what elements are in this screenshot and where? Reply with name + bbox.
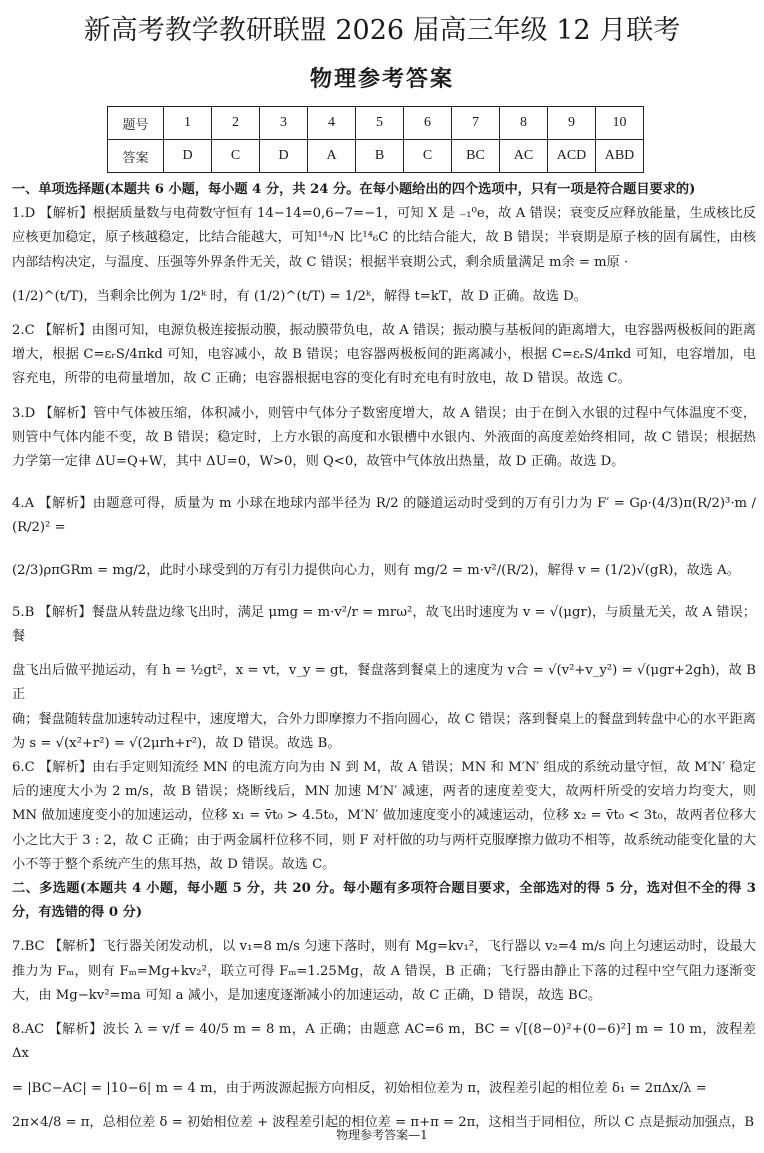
table-cell: 9	[548, 107, 596, 140]
table-cell: D	[164, 140, 212, 173]
solution-q4: 4.A 【解析】由题意可得，质量为 m 小球在地球内部半径为 R/2 的隧道运动时受到的万有引力为 F′ = Gρ·(4/3)π(R/2)³·m / (R/2)² =	[12, 496, 756, 536]
section-heading-single-choice: 一、单项选择题(本题共 6 小题，每小题 4 分，共 24 分。在每小题给出的四个选项中，只有一项是符合题目要求的)	[12, 182, 696, 197]
table-cell: 5	[356, 107, 404, 140]
table-cell: BC	[452, 140, 500, 173]
solution-q6: 6.C 【解析】由右手定则知流经 MN 的电流方向为由 N 到 M，故 A 错误；MN 和 M′N′ 组成的系统动量守恒，故 M′N′ 稳定后的速度大小为 2 m/s，故 B 错误；烧断线后，MN 加速 M′N′ 减速，两者的速度差变大，故两杆所受的安培力均变大，则 MN 做加速度变小的加速运动，位移 x₁ = v̄t₀ > 4.5t₀，M′N′ 做加速度变小的减速运动，位移 x₂ = v̄t₀ < 3t₀，故两者位移大小之比大于 3 : 2，故 C 正确；由于两金属杆位移不同，则 F 对杆做的功与两杆克服摩擦力做功不相等，故系统动能变化量的大小不等于整个系统产生的焦耳热，故 D 错误。故选 C。	[12, 760, 756, 872]
table-cell: 7	[452, 107, 500, 140]
solution-q4-formula: (2/3)ρπGRm = mg/2，此时小球受到的万有引力提供向心力，则有 mg/2 = m·v²/(R/2)，解得 v = (1/2)√(gR)，故选 A。	[12, 562, 740, 578]
solution-q1: 1.D 【解析】根据质量数与电荷数守恒有 14−14=0,6−7=−1，可知 X 是 ₋₁⁰e，故 A 错误；衰变反应释放能量，生成核比反应核更加稳定，原子核越稳定，比结合能越大，可知¹⁴₇N 比¹⁴₆C 的比结合能大，故 B 错误；半衰期是原子核的固有属性，由核内部结构决定，与温度、压强等外界条件无关，故 C 错误；根据半衰期公式，剩余质量满足 m余 = m原 ·	[12, 206, 756, 270]
table-cell: ACD	[548, 140, 596, 173]
table-cell: 2	[212, 107, 260, 140]
solution-q7: 7.BC 【解析】飞行器关闭发动机，以 v₁=8 m/s 匀速下落时，则有 Mg=kv₁²，飞行器以 v₂=4 m/s 向上匀速运动时，设最大推力为 Fₘ，则有 Fₘ=Mg+kv₂²，联立可得 Fₘ=1.25Mg，故 A 错误，B 正确；飞行器由静止下落的过程中空气阻力逐渐变大，由 Mg−kv²=ma 可知 a 减小，是加速度逐渐减小的加速运动，故 C 正确，D 错误，故选 BC。	[12, 939, 756, 1003]
solution-q8-formula: = |BC−AC| = |10−6| m = 4 m，由于两波源起振方向相反，初始相位差为 π，波程差引起的相位差 δ₁ = 2πΔx/λ =	[12, 1080, 707, 1096]
solution-q3: 3.D 【解析】管中气体被压缩，体积减小，则管中气体分子数密度增大，故 A 错误；由于在倒入水银的过程中气体温度不变，则管中气体内能不变，故 B 错误；稳定时，上方水银的高度和水银槽中水银内、外液面的高度差始终相同，故 C 错误；根据热力学第一定律 ΔU=Q+W，其中 ΔU=0，W>0，则 Q<0，故管中气体放出热量，故 D 正确。故选 D。	[12, 405, 756, 470]
table-cell: C	[212, 140, 260, 173]
table-cell: 4	[308, 107, 356, 140]
table-cell: 10	[596, 107, 644, 140]
table-cell: 1	[164, 107, 212, 140]
solution-q5-formula: 盘飞出后做平抛运动，有 h = ½gt²，x = vt，v_y = gt，餐盘落到餐桌上的速度为 v合 = √(v²+v_y²) = √(μgr+2gh)，故 B 正	[12, 663, 756, 703]
answer-table	[107, 106, 644, 173]
page-subtitle: 物理参考答案	[309, 67, 454, 92]
table-row-numbers	[108, 107, 644, 140]
table-cell: C	[404, 140, 452, 173]
solution-q8-end: 2π×4/8 = π，总相位差 δ = 初始相位差 + 波程差引起的相位差 = π+π = 2π，这相当于同相位，所以 C 点是振动加强点，B	[12, 1114, 755, 1130]
table-cell: 3	[260, 107, 308, 140]
solution-q5-end: 确；餐盘随转盘加速转动过程中，速度增大，合外力即摩擦力不指向圆心，故 C 错误；落到餐桌上的餐盘到转盘中心的水平距离为 s = √(x²+r²) = √(2μrh+r²)，故 D 错误。故选 B。	[12, 711, 756, 751]
table-cell: A	[308, 140, 356, 173]
table-cell: 6	[404, 107, 452, 140]
row-label-number: 题号	[108, 107, 164, 140]
table-row-answers	[108, 140, 644, 173]
solution-q1-formula: (1/2)^(t/T)，当剩余比例为 1/2ᵏ 时，有 (1/2)^(t/T) = 1/2ᵏ，解得 t=kT，故 D 正确。故选 D。	[12, 288, 587, 304]
table-cell: AC	[500, 140, 548, 173]
exam-title: 新高考教学教研联盟 2026 届高三年级 12 月联考	[83, 15, 681, 46]
table-cell: 8	[500, 107, 548, 140]
section-heading-multiple-choice: 二、多选题(本题共 4 小题，每小题 5 分，共 20 分。每小题有多项符合题目要求，全部选对的得 5 分，选对但不全的得 3 分，有选错的得 0 分)	[12, 881, 756, 921]
table-cell: D	[260, 140, 308, 173]
page-footer: 物理参考答案—1	[336, 1128, 428, 1142]
solution-q2: 2.C 【解析】由图可知，电源负极连接振动膜，振动膜带负电，故 A 错误；振动膜与基板间的距离增大，电容器两极板间的距离增大，根据 C=εᵣS/4πkd 可知，电容减小，故 B 错误；电容器两极板间的距离减小，根据 C=εᵣS/4πkd 可知，电容增加，电容充电，所带的电荷量增加，故 C 正确；电容器根据电容的变化有时充电有时放电，故 D 错误。故选 C。	[12, 323, 756, 387]
solution-q8: 8.AC 【解析】波长 λ = v/f = 40/5 m = 8 m，A 正确；由题意 AC=6 m，BC = √[(8−0)²+(0−6)²] m = 10 m，波程差 Δx	[12, 1022, 756, 1062]
row-label-answer: 答案	[108, 140, 164, 173]
table-cell: ABD	[596, 140, 644, 173]
table-cell: B	[356, 140, 404, 173]
solutions-body	[12, 178, 756, 1135]
solution-q5: 5.B 【解析】餐盘从转盘边缘飞出时，满足 μmg = m·v²/r = mrω²，故飞出时速度为 v = √(μgr)，与质量无关，故 A 错误；餐	[12, 604, 756, 645]
